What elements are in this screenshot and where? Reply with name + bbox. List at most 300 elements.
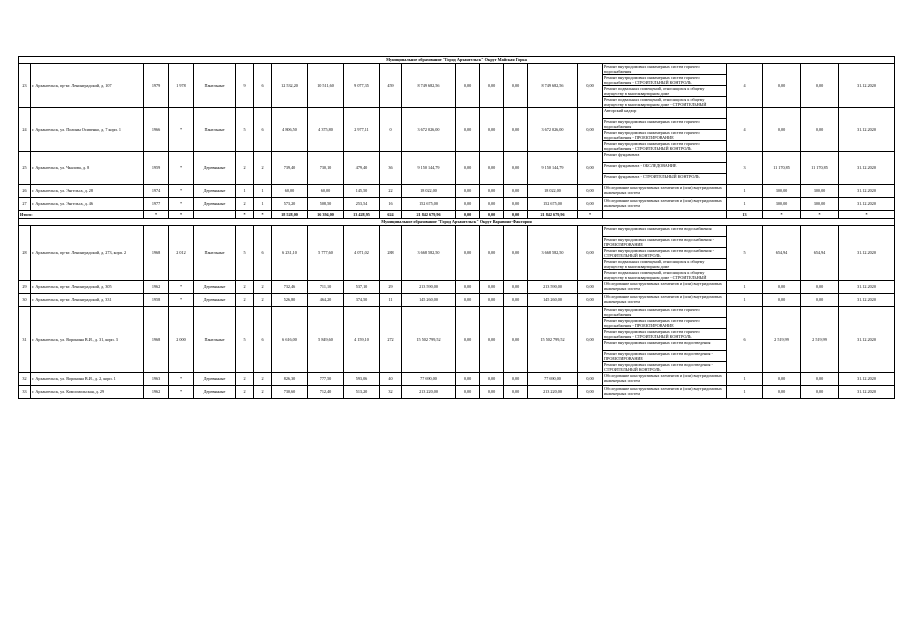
cell-year1: 1966 [144, 108, 169, 152]
cell-residents: 36 [380, 152, 402, 185]
cell-floors: 5 [236, 108, 254, 152]
total-floors: * [236, 211, 254, 219]
cell-cost-owners: 145 260,00 [528, 294, 578, 307]
cell-entrances: 1 [254, 185, 272, 198]
cell-c3: 0,00 [504, 281, 528, 294]
total-c3: 0,00 [504, 211, 528, 219]
cell-year1: 1979 [144, 64, 169, 108]
cell-walls: Панельные [194, 108, 236, 152]
cell-c1: 0,00 [456, 108, 480, 152]
total-qty: 13 [727, 211, 763, 219]
work-item: Ремонт внутридомовых инженерных систем водоотведения [603, 340, 726, 351]
cell-c4: 0,00 [578, 108, 603, 152]
cell-c2: 0,00 [480, 185, 504, 198]
cell-deadline: 31.12.2020 [839, 198, 895, 211]
cell-year2: 1 978 [169, 64, 194, 108]
cell-limit-cost: 0,00 [801, 294, 839, 307]
cell-walls: Панельные [194, 64, 236, 108]
cell-area-total: 573,20 [272, 198, 308, 211]
cell-area-total: 730,60 [272, 386, 308, 399]
table-row [19, 307, 895, 373]
total-c4: * [578, 211, 603, 219]
cell-c2: 0,00 [480, 373, 504, 386]
cell-unit-cost: 2 519,99 [763, 307, 801, 373]
cell-c1: 0,00 [456, 152, 480, 185]
cell-year1: 1977 [144, 198, 169, 211]
cell-cost-total: 213 220,00 [402, 386, 456, 399]
cell-cost-total: 213 590,00 [402, 281, 456, 294]
cell-area-living: 5 777,60 [308, 226, 344, 281]
cell-c3: 0,00 [504, 373, 528, 386]
total-walls [194, 211, 236, 219]
cell-walls: Деревянные [194, 373, 236, 386]
table-row [19, 373, 895, 386]
cell-address: г. Архангельск, ул. Полины Осипенко, д. 7 корп. 1 [31, 108, 144, 152]
section-title: Муниципальное образование "Город Архангельск" Округ Варавино-Фактория [19, 219, 895, 226]
cell-walls: Деревянные [194, 152, 236, 185]
cell-works [603, 226, 727, 281]
cell-c4: 0,00 [578, 198, 603, 211]
cell-floors: 2 [236, 373, 254, 386]
table-row [19, 64, 895, 108]
cell-area-living: 712,40 [308, 386, 344, 399]
cell-entrances: 6 [254, 307, 272, 373]
table-row [19, 198, 895, 211]
cell-area-total: 6 231,10 [272, 226, 308, 281]
cell-qty: 4 [727, 108, 763, 152]
cell-address: г. Архангельск, ул. Энгельса, д. 28 [31, 185, 144, 198]
total-c1: 0,00 [456, 211, 480, 219]
work-item: Обследование конструктивных элементов и (или) внутридомовых инженерных систем [604, 373, 722, 384]
cell-address: г. Архангельск, пр-кт. Ленинградский, д. 107 [31, 64, 144, 108]
cell-year2: * [169, 373, 194, 386]
cell-qty: 6 [727, 307, 763, 373]
cell-year1: 1962 [144, 386, 169, 399]
cell-c4: 0,00 [578, 152, 603, 185]
total-unit-cost: * [763, 211, 801, 219]
cell-cost-total: 145 260,00 [402, 294, 456, 307]
cell-unit-cost: 300,00 [763, 185, 801, 198]
cell-c3: 0,00 [504, 185, 528, 198]
work-item: Ремонт внутридомовых инженерных систем водоснабжения - ПРОЕКТИРОВАНИЕ [603, 237, 726, 248]
work-item: Ремонт внутридомовых инженерных систем водоснабжения - СТРОИТЕЛЬНЫЙ КОНТРОЛЬ [603, 248, 726, 259]
cell-c4: 0,00 [578, 307, 603, 373]
cell-qty: 5 [727, 226, 763, 281]
total-residents: 624 [380, 211, 402, 219]
cell-c2: 0,00 [480, 108, 504, 152]
section-title: Муниципальное образование "Город Архангельск" Округ Майская Горка [19, 57, 895, 64]
cell-area-total: 12 532,20 [272, 64, 308, 108]
cell-walls: Панельные [194, 226, 236, 281]
cell-cost-owners: 152 675,00 [528, 198, 578, 211]
cell-area-res: 4 159,10 [344, 307, 380, 373]
cell-floors: 2 [236, 152, 254, 185]
cell-residents: 16 [380, 198, 402, 211]
cell-cost-owners: 18 022,00 [528, 185, 578, 198]
work-item: Ремонт внутридомовых инженерных систем горячего водоснабжения - СТРОИТЕЛЬНЫЙ КОНТРОЛЬ [604, 141, 700, 152]
cell-area-living: 5 849,60 [308, 307, 344, 373]
cell-year2: * [169, 386, 194, 399]
work-item: Ремонт фундамента [603, 152, 726, 163]
cell-cost-total: 8 749 682,56 [402, 64, 456, 108]
cell-area-res: 9 077,35 [344, 64, 380, 108]
cell-cost-owners: 77 690,00 [528, 373, 578, 386]
cell-unit-cost: 300,00 [763, 198, 801, 211]
cell-cost-owners: 15 502 799,52 [528, 307, 578, 373]
cell-c2: 0,00 [480, 64, 504, 108]
cell-residents: 459 [380, 64, 402, 108]
cell-n: 23 [19, 64, 31, 108]
cell-unit-cost: 0,00 [763, 108, 801, 152]
work-item: Обследование конструктивных элементов и (или) внутридомовых инженерных систем [604, 281, 722, 292]
cell-limit-cost: 0,00 [801, 373, 839, 386]
cell-area-total: 826,30 [272, 373, 308, 386]
cell-deadline: 31.12.2020 [839, 64, 895, 108]
document-page [18, 56, 894, 399]
total-year2: * [169, 211, 194, 219]
cell-deadline: 31.12.2020 [839, 281, 895, 294]
table-row [19, 108, 895, 152]
total-row [19, 211, 895, 219]
cell-walls: Деревянные [194, 386, 236, 399]
cell-cost-owners: 3 672 026,00 [528, 108, 578, 152]
table-row [19, 281, 895, 294]
cell-residents: 272 [380, 307, 402, 373]
cell-c3: 0,00 [504, 294, 528, 307]
repair-program-table [18, 56, 895, 399]
table-row [19, 185, 895, 198]
cell-area-total: 60,00 [272, 185, 308, 198]
cell-cost-total: 152 675,00 [402, 198, 456, 211]
cell-entrances: 2 [254, 294, 272, 307]
cell-works [603, 108, 727, 152]
cell-cost-total: 18 022,00 [402, 185, 456, 198]
cell-qty: 1 [727, 198, 763, 211]
cell-residents: 22 [380, 185, 402, 198]
cell-c1: 0,00 [456, 198, 480, 211]
work-item: Ремонт подвальных помещений, относящихся к общему имуществу в многоквартирном доме - СТРОИТЕЛЬНЫЙ [604, 270, 707, 281]
work-item: Ремонт подвальных помещений, относящихся к общему имуществу в многоквартирном доме - СТРОИТЕЛЬНЫЙ [604, 97, 707, 108]
cell-area-total: 739,40 [272, 152, 308, 185]
table-body [19, 57, 895, 399]
cell-area-living: 711,10 [308, 281, 344, 294]
cell-limit-cost: 300,00 [801, 198, 839, 211]
cell-year2: * [169, 152, 194, 185]
cell-works [603, 185, 727, 198]
cell-unit-cost: 0,00 [763, 294, 801, 307]
table-row [19, 226, 895, 281]
cell-c4: 0,00 [578, 64, 603, 108]
cell-limit-cost: 0,00 [801, 108, 839, 152]
cell-deadline: 31.12.2020 [839, 294, 895, 307]
work-item: Ремонт внутридомовых инженерных систем водоснабжения [603, 226, 726, 237]
cell-c3: 0,00 [504, 386, 528, 399]
cell-n: 33 [19, 386, 31, 399]
cell-c3: 0,00 [504, 198, 528, 211]
cell-area-living: 10 511,60 [308, 64, 344, 108]
cell-address: г. Архангельск, пр-кт. Ленинградский, д. 305 [31, 281, 144, 294]
work-item: Обследование конструктивных элементов и (или) внутридомовых инженерных систем [604, 294, 722, 305]
work-item: Ремонт внутридомовых инженерных систем горячего водоснабжения - СТРОИТЕЛЬНЫЙ КОНТРОЛЬ [603, 75, 726, 86]
cell-c3: 0,00 [504, 64, 528, 108]
cell-floors: 5 [236, 307, 254, 373]
section-header-row [19, 219, 895, 226]
cell-walls: Деревянные [194, 281, 236, 294]
cell-c3: 0,00 [504, 226, 528, 281]
cell-limit-cost: 0,00 [801, 281, 839, 294]
work-item: Ремонт фундамента - СТРОИТЕЛЬНЫЙ КОНТРОЛЬ [604, 174, 700, 179]
cell-address: г. Архангельск, ул. Комсомольская, д. 29 [31, 386, 144, 399]
cell-residents: 0 [380, 108, 402, 152]
cell-limit-cost: 2 519,99 [801, 307, 839, 373]
cell-deadline: 31.12.2020 [839, 307, 895, 373]
cell-c4: 0,00 [578, 373, 603, 386]
total-area-living: 16 394,00 [308, 211, 344, 219]
cell-n: 26 [19, 185, 31, 198]
total-cost-total: 21 842 679,96 [402, 211, 456, 219]
cell-c4: 0,00 [578, 226, 603, 281]
cell-c2: 0,00 [480, 386, 504, 399]
cell-residents: 11 [380, 294, 402, 307]
cell-unit-cost: 0,00 [763, 386, 801, 399]
cell-n: 31 [19, 307, 31, 373]
total-area-total: 18 528,00 [272, 211, 308, 219]
cell-area-living: 4 375,80 [308, 108, 344, 152]
cell-entrances: 6 [254, 108, 272, 152]
total-label: Итого: [19, 211, 144, 219]
cell-address: г. Архангельск, ул. Воронина В.И., д. 31, корп. 3 [31, 307, 144, 373]
cell-floors: 5 [236, 226, 254, 281]
cell-deadline: 31.12.2020 [839, 226, 895, 281]
cell-c2: 0,00 [480, 307, 504, 373]
cell-floors: 1 [236, 185, 254, 198]
cell-c2: 0,00 [480, 198, 504, 211]
cell-c3: 0,00 [504, 152, 528, 185]
cell-year1: 1968 [144, 226, 169, 281]
work-item: Обследование конструктивных элементов и (или) внутридомовых инженерных систем [604, 185, 722, 196]
work-item: Ремонт внутридомовых инженерных систем водоотведения - СТРОИТЕЛЬНЫЙ КОНТРОЛЬ [604, 362, 713, 373]
cell-c1: 0,00 [456, 64, 480, 108]
cell-cost-owners: 213 590,00 [528, 281, 578, 294]
cell-area-res: 145,50 [344, 185, 380, 198]
cell-entrances: 2 [254, 281, 272, 294]
cell-year1: 1958 [144, 294, 169, 307]
cell-entrances: 2 [254, 152, 272, 185]
cell-works [603, 198, 727, 211]
cell-deadline: 31.12.2020 [839, 152, 895, 185]
cell-works [603, 386, 727, 399]
cell-entrances: 6 [254, 226, 272, 281]
cell-area-living: 730,10 [308, 152, 344, 185]
cell-year1: 1962 [144, 281, 169, 294]
cell-deadline: 31.12.2020 [839, 373, 895, 386]
work-item: Обследование конструктивных элементов и (или) внутридомовых инженерных систем [604, 386, 722, 397]
cell-area-living: 464,20 [308, 294, 344, 307]
total-limit-cost: * [801, 211, 839, 219]
total-works [603, 211, 727, 219]
cell-address: г. Архангельск, ул. Энгельса, д. 46 [31, 198, 144, 211]
cell-unit-cost: 11 170,85 [763, 152, 801, 185]
cell-year2: 2 012 [169, 226, 194, 281]
cell-floors: 2 [236, 281, 254, 294]
cell-n: 24 [19, 108, 31, 152]
cell-c2: 0,00 [480, 294, 504, 307]
cell-c4: 0,00 [578, 386, 603, 399]
cell-area-total: 732,46 [272, 281, 308, 294]
cell-floors: 2 [236, 294, 254, 307]
cell-year1: 1968 [144, 307, 169, 373]
cell-cost-total: 3 672 026,00 [402, 108, 456, 152]
work-item: Ремонт внутридомовых инженерных систем горячего водоснабжения - ПРОЕКТИРОВАНИЕ [603, 130, 726, 141]
cell-limit-cost: 0,00 [801, 386, 839, 399]
cell-limit-cost: 0,00 [801, 64, 839, 108]
cell-deadline: 31.12.2020 [839, 108, 895, 152]
cell-area-res: 479,40 [344, 152, 380, 185]
cell-cost-owners: 9 150 144,79 [528, 152, 578, 185]
cell-area-res: 4 071,02 [344, 226, 380, 281]
cell-year2: 2 000 [169, 307, 194, 373]
cell-c1: 0,00 [456, 307, 480, 373]
cell-year1: 1963 [144, 373, 169, 386]
cell-works [603, 294, 727, 307]
cell-area-living: 60,00 [308, 185, 344, 198]
cell-limit-cost: 654,94 [801, 226, 839, 281]
cell-n: 32 [19, 373, 31, 386]
cell-cost-total: 3 668 582,50 [402, 226, 456, 281]
cell-area-living: 777,50 [308, 373, 344, 386]
cell-c1: 0,00 [456, 185, 480, 198]
cell-residents: 32 [380, 386, 402, 399]
cell-area-res: 593,06 [344, 373, 380, 386]
table-row [19, 386, 895, 399]
cell-area-res: 253,54 [344, 198, 380, 211]
cell-qty: 1 [727, 281, 763, 294]
work-item: Ремонт подвальных помещений, относящихся к общему имуществу в многоквартирном доме [603, 259, 726, 270]
cell-unit-cost: 654,94 [763, 226, 801, 281]
work-item: Обследование конструктивных элементов и (или) внутридомовых инженерных систем [604, 198, 722, 209]
cell-unit-cost: 0,00 [763, 64, 801, 108]
cell-address: г. Архангельск, ул. Воронина В.И., д. 2, корп. 1 [31, 373, 144, 386]
table-row [19, 152, 895, 185]
cell-walls: Деревянные [194, 185, 236, 198]
total-year1: * [144, 211, 169, 219]
cell-area-total: 6 616,00 [272, 307, 308, 373]
cell-year1: 1959 [144, 152, 169, 185]
cell-qty: 1 [727, 294, 763, 307]
cell-qty: 1 [727, 386, 763, 399]
work-item: Ремонт фундамента - ОБСЛЕДОВАНИЕ [603, 163, 726, 174]
cell-year2: * [169, 281, 194, 294]
total-entrances: * [254, 211, 272, 219]
cell-c1: 0,00 [456, 373, 480, 386]
cell-n: 28 [19, 226, 31, 281]
total-area-res: 13 428,95 [344, 211, 380, 219]
cell-cost-owners: 213 220,00 [528, 386, 578, 399]
section-header-row [19, 57, 895, 64]
cell-year2: * [169, 198, 194, 211]
cell-n: 29 [19, 281, 31, 294]
cell-area-res: 513,20 [344, 386, 380, 399]
cell-n: 30 [19, 294, 31, 307]
cell-floors: 2 [236, 198, 254, 211]
total-cost-owners: 21 842 679,96 [528, 211, 578, 219]
cell-limit-cost: 300,00 [801, 185, 839, 198]
cell-area-total: 4 806,50 [272, 108, 308, 152]
cell-c4: 0,00 [578, 281, 603, 294]
cell-entrances: 2 [254, 373, 272, 386]
cell-residents: 288 [380, 226, 402, 281]
cell-area-res: 2 977,11 [344, 108, 380, 152]
cell-address: г. Архангельск, пр-кт. Ленинградский, д. 273, корп. 2 [31, 226, 144, 281]
cell-c4: 0,00 [578, 294, 603, 307]
cell-entrances: 6 [254, 64, 272, 108]
table-row [19, 294, 895, 307]
work-item: Авторский надзор [603, 108, 726, 119]
total-deadline: * [839, 211, 895, 219]
cell-walls: Деревянные [194, 198, 236, 211]
cell-year2: * [169, 185, 194, 198]
cell-cost-owners: 8 749 682,56 [528, 64, 578, 108]
cell-c2: 0,00 [480, 152, 504, 185]
cell-c1: 0,00 [456, 281, 480, 294]
cell-walls: Панельные [194, 307, 236, 373]
cell-c1: 0,00 [456, 386, 480, 399]
cell-works [603, 373, 727, 386]
cell-c3: 0,00 [504, 108, 528, 152]
cell-residents: 29 [380, 281, 402, 294]
cell-works [603, 64, 727, 108]
cell-c1: 0,00 [456, 294, 480, 307]
work-item: Ремонт внутридомовых инженерных систем горячего водоснабжения [603, 307, 726, 318]
cell-entrances: 1 [254, 198, 272, 211]
cell-entrances: 2 [254, 386, 272, 399]
cell-unit-cost: 0,00 [763, 373, 801, 386]
total-c2: 0,00 [480, 211, 504, 219]
cell-walls: Деревянные [194, 294, 236, 307]
cell-c4: 0,00 [578, 185, 603, 198]
cell-area-res: 537,10 [344, 281, 380, 294]
cell-n: 27 [19, 198, 31, 211]
cell-area-living: 508,50 [308, 198, 344, 211]
cell-cost-total: 9 150 144,79 [402, 152, 456, 185]
cell-year2: * [169, 294, 194, 307]
cell-qty: 3 [727, 152, 763, 185]
cell-works [603, 307, 727, 373]
cell-year2: * [169, 108, 194, 152]
work-item: Ремонт внутридомовых инженерных систем горячего водоснабжения [603, 119, 726, 130]
cell-limit-cost: 11 170,85 [801, 152, 839, 185]
cell-n: 25 [19, 152, 31, 185]
cell-c2: 0,00 [480, 281, 504, 294]
cell-works [603, 281, 727, 294]
work-item: Ремонт подвальных помещений, относящихся к общему имуществу в многоквартирном доме [603, 86, 726, 97]
cell-works [603, 152, 727, 185]
cell-qty: 4 [727, 64, 763, 108]
cell-c2: 0,00 [480, 226, 504, 281]
work-item: Ремонт внутридомовых инженерных систем водоотведения - ПРОЕКТИРОВАНИЕ [603, 351, 726, 362]
work-item: Ремонт внутридомовых инженерных систем горячего водоснабжения [603, 64, 726, 75]
cell-year1: 1974 [144, 185, 169, 198]
cell-floors: 2 [236, 386, 254, 399]
cell-residents: 40 [380, 373, 402, 386]
cell-area-total: 526,80 [272, 294, 308, 307]
cell-unit-cost: 0,00 [763, 281, 801, 294]
cell-address: г. Архангельск, пр-кт. Ленинградский, д. 331 [31, 294, 144, 307]
cell-cost-owners: 3 668 582,50 [528, 226, 578, 281]
cell-floors: 9 [236, 64, 254, 108]
cell-cost-total: 15 502 799,52 [402, 307, 456, 373]
cell-qty: 1 [727, 373, 763, 386]
